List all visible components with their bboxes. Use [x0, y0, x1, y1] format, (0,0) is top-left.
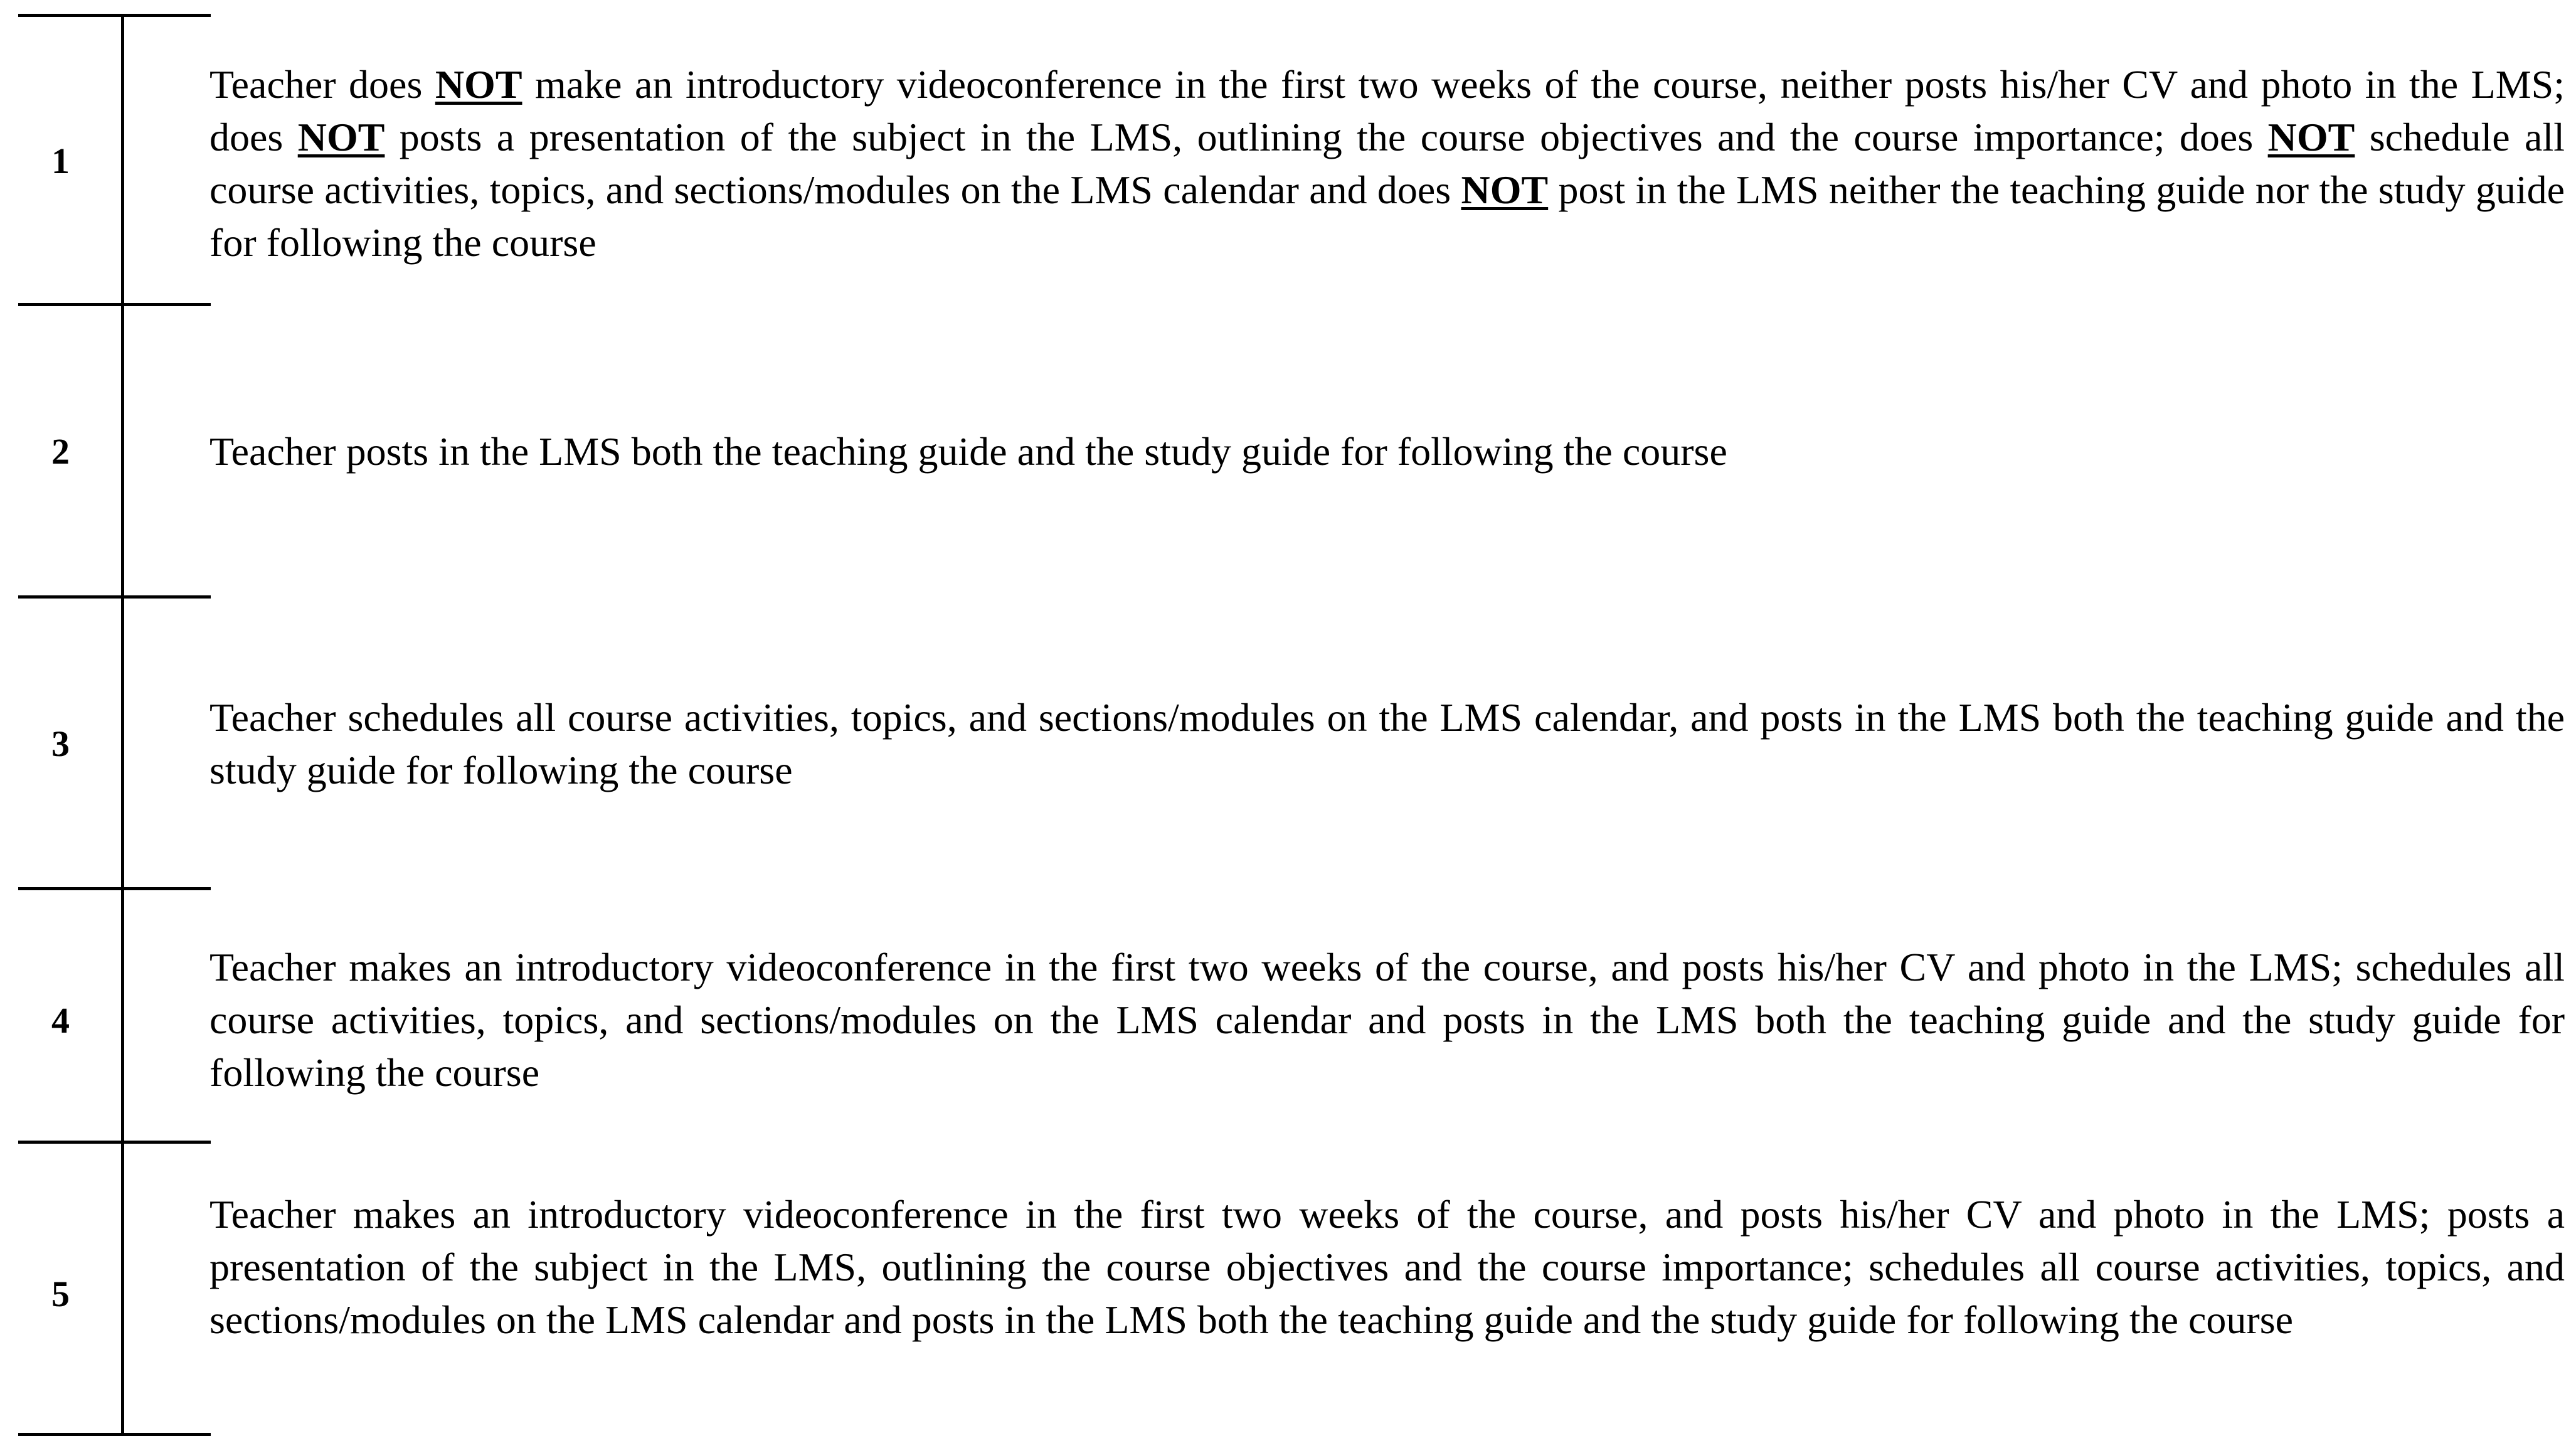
row-rule	[18, 1433, 211, 1436]
negation-emphasis: NOT	[2267, 115, 2355, 159]
row-rule	[18, 887, 211, 890]
level-description	[209, 1188, 2565, 1346]
level-number: 4	[51, 1000, 70, 1041]
level-description	[209, 941, 2565, 1099]
description-text: post in the LMS neither the teaching guide nor the study guide for following the course	[209, 168, 2565, 265]
level-number: 5	[51, 1274, 70, 1314]
description-text: Teacher schedules all course activities, topics, and sections/modules on the LMS calendar, and posts in the LMS both the teaching guide and the study guide for following the course	[209, 695, 2565, 792]
level-description	[209, 58, 2565, 269]
row-rule	[18, 303, 211, 306]
level-number: 1	[51, 141, 70, 181]
level-number: 2	[51, 431, 70, 472]
level-description	[209, 425, 2565, 478]
level-number: 3	[51, 723, 70, 764]
description-text: schedule all course activities, topics, and sections/modules on the LMS calendar and does	[209, 115, 2565, 212]
negation-emphasis: NOT	[297, 115, 385, 159]
negation-emphasis: NOT	[1461, 168, 1549, 212]
description-text: posts a presentation of the subject in the LMS, outlining the course objectives and the course importance; does	[384, 115, 2268, 159]
row-rule	[18, 1141, 211, 1144]
description-text: Teacher makes an introductory videoconference in the first two weeks of the course, and posts his/her CV and photo in the LMS; schedules all course activities, topics, and sections/modules on the LMS calendar and posts in the LMS both the teaching guide and the study guide for following the course	[209, 945, 2565, 1095]
description-text: Teacher makes an introductory videoconference in the first two weeks of the course, and posts his/her CV and photo in the LMS; posts a presentation of the subject in the LMS, outlining the course objectives and the course importance; schedules all course activities, topics, and sections/modules on the LMS calendar and posts in the LMS both the teaching guide and the study guide for following the course	[209, 1192, 2565, 1342]
negation-emphasis: NOT	[435, 62, 522, 107]
description-text: make an introductory videoconference in the first two weeks of the course, neither posts his/her CV and photo in the LMS; does	[209, 62, 2565, 159]
description-text: Teacher does	[209, 62, 435, 107]
row-rule	[18, 14, 211, 17]
level-description	[209, 691, 2565, 797]
description-text: Teacher posts in the LMS both the teaching guide and the study guide for following the course	[209, 429, 1727, 474]
column-divider	[121, 16, 124, 1435]
row-rule	[18, 595, 211, 599]
